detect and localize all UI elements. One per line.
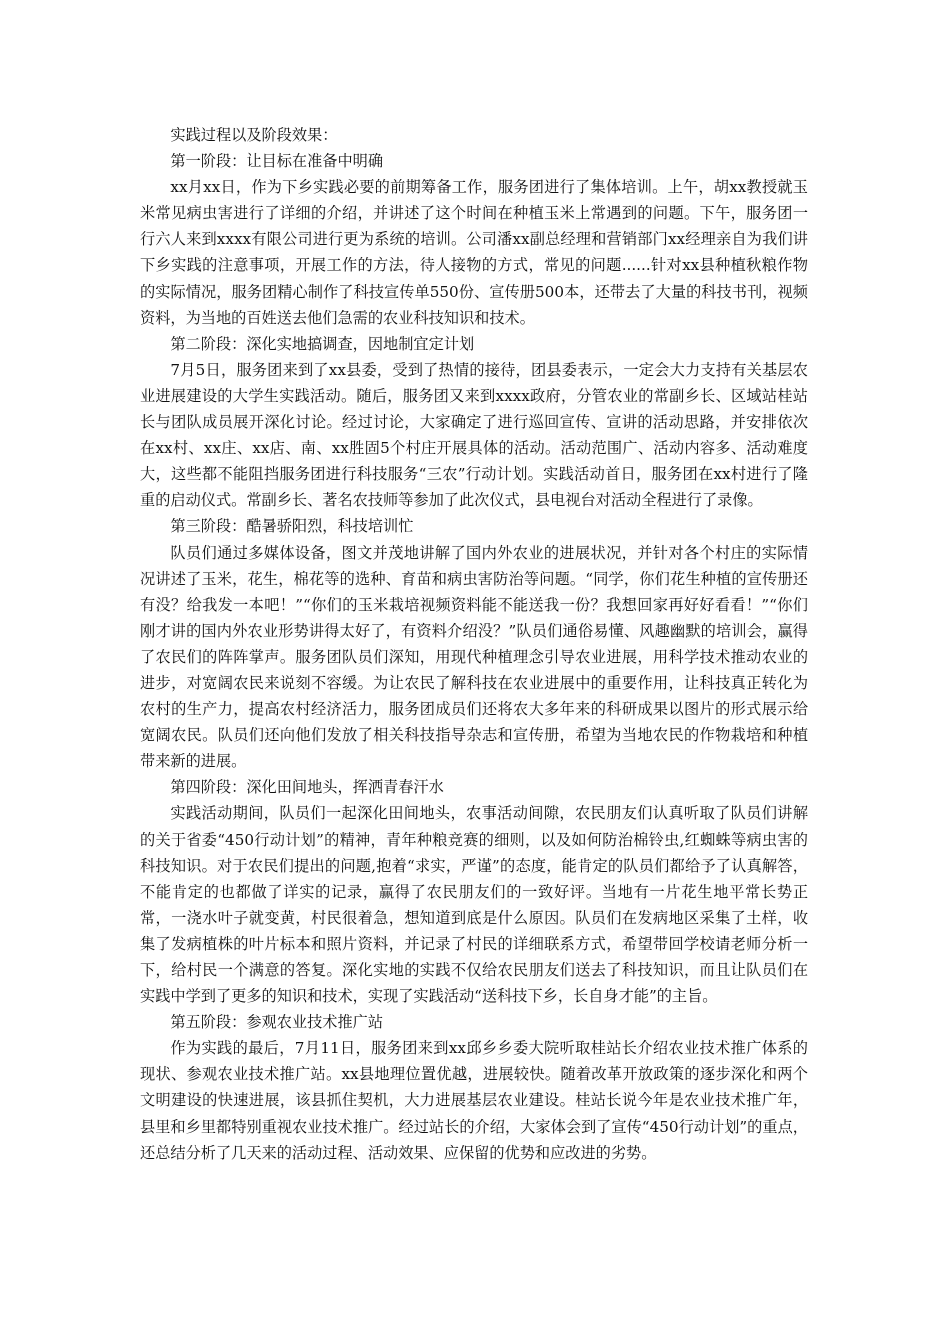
section-2-heading: 第二阶段：深化实地搞调查，因地制宜定计划 <box>170 334 475 353</box>
section-3-heading: 第三阶段：酷暑骄阳烈，科技培训忙 <box>170 517 414 536</box>
section-2-body: 7月5日，服务团来到了xx县委，受到了热情的接待，团县委表示，一定会大力支持有关基层农业进展建设的大学生实践活动。随后，服务团又来到xxxx政府，分管农业的常副乡长、区域站桂站长与团队成员展开深化讨论。经过讨论，大家确定了进行巡回宣传、宣讲的活动思路，并安排依次在xx村、xx庄、xx店、南、xx胜固5个村庄开展具体的活动。活动范围广、活动内容多、活动难度大，这些都不能阻挡服务团进行科技服务“三农”行动计划。实践活动首日，服务团在xx村进行了隆重的启动仪式。常副乡长、著名农技师等参加了此次仪式，县电视台对活动全程进行了录像。 <box>140 360 808 510</box>
section-5-heading: 第五阶段：参观农业技术推广站 <box>170 1013 384 1032</box>
section-4-body: 实践活动期间，队员们一起深化田间地头，农事活动间隙，农民朋友们认真听取了队员们讲解的关于省委“450行动计划”的精神，青年种粮竞赛的细则，以及如何防治棉铃虫,红蜘蛛等病虫害的科技知识。对于农民们提出的问题,抱着“求实，严谨”的态度，能肯定的队员们都给予了认真解答，不能肯定的也都做了详实的记录，赢得了农民朋友们的一致好评。当地有一片花生地平常长势正常，一浇水叶子就变黄，村民很着急，想知道到底是什么原因。队员们在发病地区采集了土样，收集了发病植株的叶片标本和照片资料，并记录了村民的详细联系方式，希望带回学校请老师分析一下，给村民一个满意的答复。深化实地的实践不仅给农民朋友们送去了科技知识，而且让队员们在实践中学到了更多的知识和技术，实现了实践活动“送科技下乡，长自身才能”的主旨。 <box>140 804 808 1006</box>
section-5-body: 作为实践的最后，7月11日，服务团来到xx邱乡乡委大院听取桂站长介绍农业技术推广体系的现状、参观农业技术推广站。xx县地理位置优越，进展较快。随着改革开放政策的逐步深化和两个文明建设的快速进展，该县抓住契机，大力进展基层农业建设。桂站长说今年是农业技术推广年，县里和乡里都特别重视农业技术推广。经过站长的介绍，大家体会到了宣传“450行动计划”的重点，还总结分析了几天来的活动过程、活动效果、应保留的优势和应改进的劣势。 <box>140 1039 808 1162</box>
section-3-body: 队员们通过多媒体设备，图文并茂地讲解了国内外农业的进展状况，并针对各个村庄的实际情况讲述了玉米，花生，棉花等的选种、育苗和病虫害防治等问题。“同学，你们花生种植的宣传册还有没？给我发一本吧！”“你们的玉米栽培视频资料能不能送我一份？我想回家再好好看看！”“你们刚才讲的国内外农业形势讲得太好了，有资料介绍没？”队员们通俗易懂、风趣幽默的培训会，赢得了农民们的阵阵掌声。服务团队员们深知，用现代种植理念引导农业进展，用科学技术推动农业的进步，对宽阔农民来说刻不容缓。为让农民了解科技在农业进展中的重要作用，让科技真正转化为农村的生产力，提高农村经济活力，服务团成员们还将农大多年来的科研成果以图片的形式展示给宽阔农民。队员们还向他们发放了相关科技指导杂志和宣传册，希望为当地农民的作物栽培和种植带来新的进展。 <box>140 543 808 771</box>
section-1-heading: 第一阶段：让目标在准备中明确 <box>170 152 384 171</box>
section-4-heading: 第四阶段：深化田间地头，挥洒青春汗水 <box>170 778 444 797</box>
intro-line: 实践过程以及阶段效果： <box>170 126 338 144</box>
section-1-body: xx月xx日，作为下乡实践必要的前期筹备工作，服务团进行了集体培训。上午，胡xx教授就玉米常见病虫害进行了详细的介绍，并讲述了这个时间在种植玉米上常遇到的问题。下午，服务团一行六人来到xxxx有限公司进行更为系统的培训。公司潘xx副总经理和营销部门xx经理亲自为我们讲下乡实践的注意事项，开展工作的方法，待人接物的方式，常见的问题......针对xx县种植秋粮作物的实际情况，服务团精心制作了科技宣传单550份、宣传册500本，还带去了大量的科技书刊，视频资料，为当地的百姓送去他们急需的农业科技知识和技术。 <box>140 178 808 327</box>
document-body <box>140 122 808 1166</box>
